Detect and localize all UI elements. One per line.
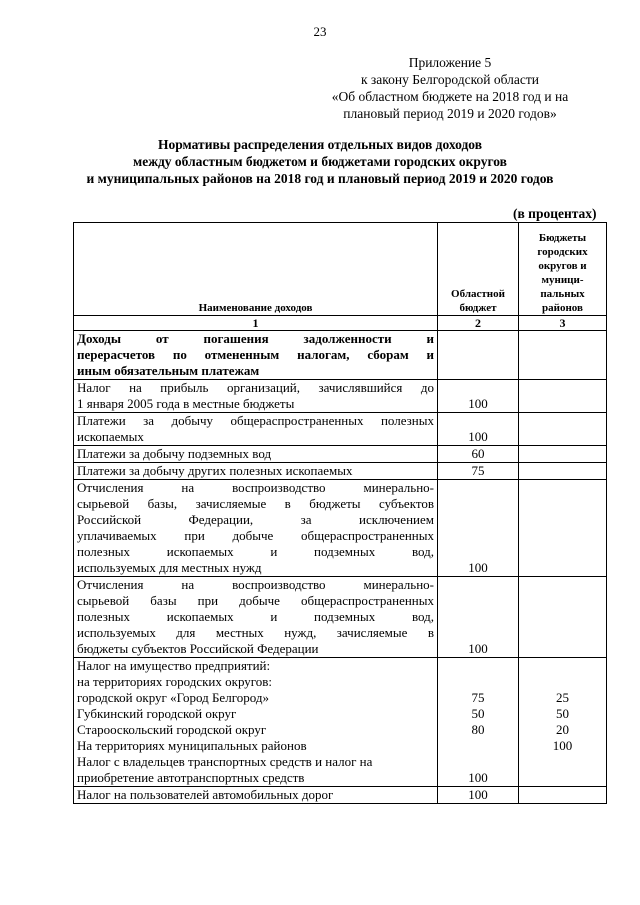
local-budgets-cell	[519, 331, 607, 380]
income-name-line: используемых для местных нужд	[77, 560, 262, 575]
header-regional-line: Областной	[451, 288, 505, 300]
regional-budget-cell: 100	[438, 380, 519, 413]
header-local-line: округов и	[538, 260, 587, 272]
income-name-line: Отчисления на воспроизводство минерально-	[77, 577, 434, 592]
header-regional-budget	[438, 223, 519, 316]
regional-value: 75	[471, 690, 485, 705]
income-name-line: на территориях городских округов:	[77, 674, 273, 689]
title-line: Нормативы распределения отдельных видов доходов	[158, 137, 482, 152]
local-budgets-cell	[519, 658, 607, 787]
income-name-line: ископаемых	[77, 429, 144, 444]
header-local-budgets	[519, 223, 607, 316]
document-title	[0, 136, 640, 187]
income-name-line: сырьевой базы, зачисляемые в бюджеты субъектов	[77, 496, 434, 511]
local-value: 100	[552, 738, 573, 753]
header-local-line: районов	[542, 302, 583, 314]
header-local-line: муници-	[541, 274, 584, 286]
income-name-cell	[74, 658, 438, 787]
column-number: 2	[438, 316, 519, 331]
appendix-header	[300, 54, 600, 122]
appendix-line: Приложение 5	[408, 55, 492, 70]
regional-budget-cell: 100	[438, 787, 519, 804]
income-name-cell	[74, 480, 438, 577]
table-row	[74, 463, 607, 480]
income-name-line: Налог на пользователей автомобильных дорог	[77, 787, 334, 802]
local-budgets-cell	[519, 446, 607, 463]
income-name-line: приобретение автотранспортных средств	[77, 770, 305, 785]
income-name-cell	[74, 331, 438, 380]
header-income-name: Наименование доходов	[74, 223, 438, 316]
table-row	[74, 480, 607, 577]
income-name-cell	[74, 380, 438, 413]
income-name-line: сырьевой базы при добыче общераспространенных	[77, 593, 434, 608]
table-row	[74, 413, 607, 446]
table-row	[74, 577, 607, 658]
income-name-line: Платежи за добычу общераспространенных полезных	[77, 413, 434, 428]
regional-budget-cell: 100	[438, 577, 519, 658]
regional-value	[441, 754, 515, 770]
income-name-line: городской округ «Город Белгород»	[77, 690, 269, 705]
income-name-line: Платежи за добычу подземных вод	[77, 446, 272, 461]
income-name-cell	[74, 463, 438, 480]
income-name-cell	[74, 577, 438, 658]
income-name-cell	[74, 413, 438, 446]
income-name-line: 1 января 2005 года в местные бюджеты	[77, 396, 295, 411]
local-value: 25	[556, 690, 569, 705]
regional-budget-cell: 100	[438, 413, 519, 446]
income-name-line: бюджеты субъектов Российской Федерации	[77, 641, 319, 656]
local-budgets-cell	[519, 787, 607, 804]
income-name-line: Налог с владельцев транспортных средств и налог на	[77, 754, 373, 769]
income-name-line: Доходы от погашения задолженности и	[77, 331, 434, 346]
income-name-line: полезных ископаемых и подземных вод,	[77, 544, 434, 559]
local-value	[522, 658, 603, 674]
table-row	[74, 787, 607, 804]
regional-budget-cell: 60	[438, 446, 519, 463]
income-name-line: уплачиваемых при добыче общераспространенных	[77, 528, 434, 543]
page-number: 23	[313, 24, 327, 39]
header-local-line: Бюджеты	[538, 232, 587, 244]
local-value: 50	[556, 706, 569, 721]
income-name-line: Налог на прибыль организаций, зачислявшийся до	[77, 380, 434, 395]
regional-value	[441, 674, 515, 690]
table-body	[74, 331, 607, 804]
appendix-line: плановый период 2019 и 2020 годов»	[343, 106, 557, 121]
income-name-line: На территориях муниципальных районов	[77, 738, 307, 753]
table-row	[74, 446, 607, 463]
local-budgets-cell	[519, 463, 607, 480]
units-label: (в процентах)	[513, 206, 597, 221]
appendix-line: «Об областном бюджете на 2018 год и на	[331, 89, 569, 104]
income-name-cell	[74, 446, 438, 463]
regional-value	[441, 658, 515, 674]
income-name-line: Налог на имущество предприятий:	[77, 658, 271, 673]
header-local-line: городских	[537, 246, 588, 258]
appendix-line: к закону Белгородской области	[361, 72, 539, 87]
column-number-row	[74, 316, 607, 331]
income-name-line: полезных ископаемых и подземных вод,	[77, 609, 434, 624]
income-name-line: иным обязательным платежам	[77, 363, 260, 378]
header-regional-line: бюджет	[459, 302, 497, 314]
regional-value: 80	[471, 722, 485, 737]
income-name-cell	[74, 787, 438, 804]
regional-value: 50	[471, 706, 485, 721]
income-name-line: Старооскольский городской округ	[77, 722, 267, 737]
income-name-line: Губкинский городской округ	[77, 706, 237, 721]
regional-budget-cell	[438, 331, 519, 380]
local-budgets-cell	[519, 480, 607, 577]
income-name-line: Отчисления на воспроизводство минерально-	[77, 480, 434, 495]
title-line: и муниципальных районов на 2018 год и плановый период 2019 и 2020 годов	[86, 171, 554, 186]
regional-budget-cell	[438, 658, 519, 787]
local-value	[522, 770, 603, 786]
header-local-line: пальных	[540, 288, 585, 300]
local-budgets-cell	[519, 577, 607, 658]
table-row	[74, 331, 607, 380]
column-number: 1	[74, 316, 438, 331]
norms-table	[73, 222, 607, 804]
regional-budget-cell: 75	[438, 463, 519, 480]
regional-value: 100	[468, 770, 488, 785]
table-row	[74, 380, 607, 413]
regional-budget-cell: 100	[438, 480, 519, 577]
local-value	[522, 674, 603, 690]
column-number: 3	[519, 316, 607, 331]
local-value	[522, 754, 603, 770]
income-name-line: Платежи за добычу других полезных ископаемых	[77, 463, 353, 478]
table-header-row	[74, 223, 607, 316]
table-row	[74, 658, 607, 787]
regional-value	[441, 738, 515, 754]
local-budgets-cell	[519, 380, 607, 413]
local-value: 20	[556, 722, 569, 737]
local-budgets-cell	[519, 413, 607, 446]
income-name-line: используемых для местных нужд, зачисляемые в	[77, 625, 434, 640]
income-name-line: перерасчетов по отмененным налогам, сборам и	[77, 347, 434, 362]
title-line: между областным бюджетом и бюджетами городских округов	[133, 154, 507, 169]
income-name-line: Российской Федерации, за исключением	[77, 512, 434, 527]
